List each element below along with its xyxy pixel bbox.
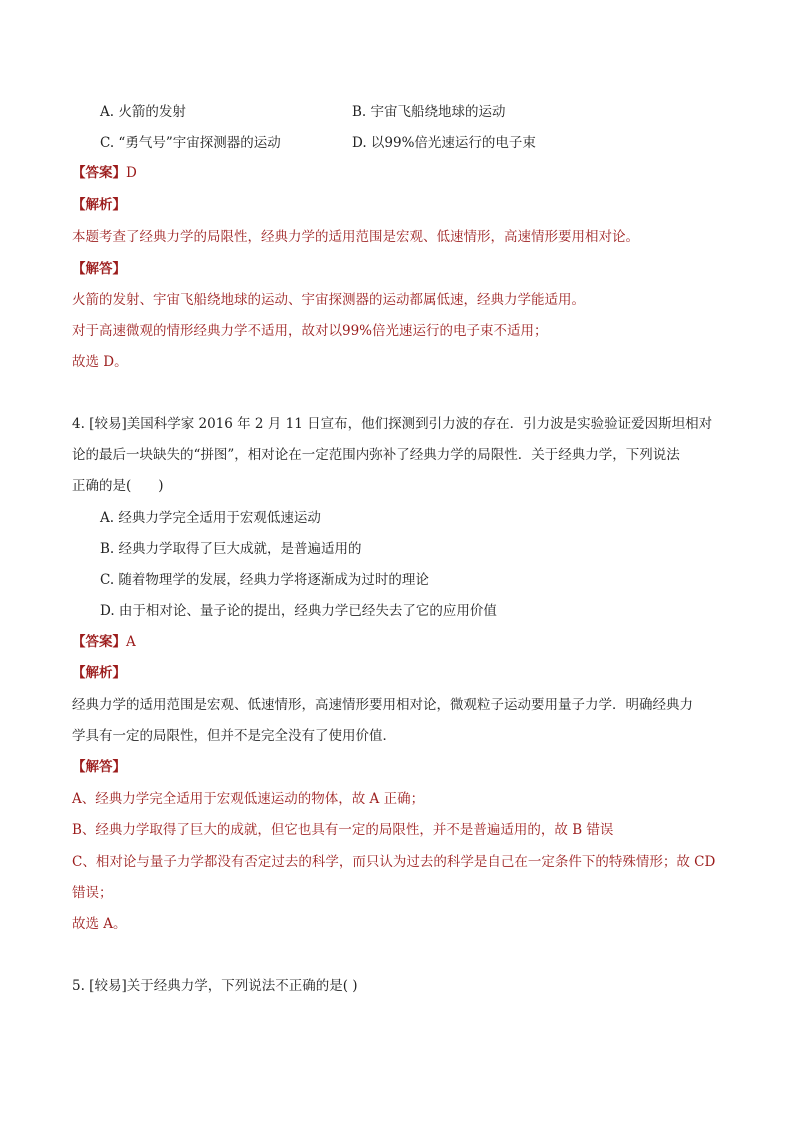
q3-answer-line	[72, 164, 137, 182]
q3-option-d: D. 以99%倍光速运行的电子束	[352, 135, 536, 151]
q4-stem-line: 4. [较易]美国科学家 2016 年 2 月 11 日宣布，他们探测到引力波的存在．引力波是实验验证爱因斯坦相对	[72, 416, 713, 432]
q4-solution-tag: 【解答】	[72, 759, 126, 775]
q3-solution-line: 火箭的发射、宇宙飞船绕地球的运动、宇宙探测器的运动都属低速，经典力学能适用。	[72, 292, 585, 308]
q5-stem: 5. [较易]关于经典力学，下列说法不正确的是( )	[72, 978, 358, 994]
q4-solution-line: C、相对论与量子力学都没有否定过去的科学，而只认为过去的科学是自己在一定条件下的特殊情形；故 CD	[72, 854, 716, 870]
q3-analysis-tag: 【解析】	[72, 197, 126, 213]
q3-solution-line: 对于高速微观的情形经典力学不适用，故对以99%倍光速运行的电子束不适用；	[72, 323, 548, 339]
q4-solution-line: A、经典力学完全适用于宏观低速运动的物体，故 A 正确；	[72, 791, 425, 807]
q4-solution-line: B、经典力学取得了巨大的成就，但它也具有一定的局限性，并不是普遍适用的，故 B 错误	[72, 822, 614, 838]
q4-answer-tag: 【答案】	[72, 634, 126, 650]
q4-solution-line: 故选 A。	[72, 916, 127, 932]
q3-analysis-text: 本题考查了经典力学的局限性，经典力学的适用范围是宏观、低速情形，高速情形要用相对论。	[72, 229, 639, 245]
q3-answer-value: D	[126, 165, 137, 181]
q4-option-d: D. 由于相对论、量子论的提出，经典力学已经失去了它的应用价值	[100, 603, 497, 619]
q4-answer-line	[72, 633, 136, 651]
q3-solution-tag: 【解答】	[72, 261, 126, 277]
q4-stem-line: 论的最后一块缺失的“拼图”，相对论在一定范围内弥补了经典力学的局限性．关于经典力学，下列说法	[72, 447, 680, 463]
q4-option-b: B. 经典力学取得了巨大成就，是普遍适用的	[100, 541, 362, 557]
q3-option-c: C. “勇气号”宇宙探测器的运动	[100, 135, 281, 151]
q3-option-b: B. 宇宙飞船绕地球的运动	[352, 104, 506, 120]
q4-option-c: C. 随着物理学的发展，经典力学将逐渐成为过时的理论	[100, 572, 429, 588]
q4-analysis-line: 经典力学的适用范围是宏观、低速情形，高速情形要用相对论，微观粒子运动要用量子力学．明确经典力	[72, 697, 693, 713]
q4-analysis-line: 学具有一定的局限性，但并不是完全没有了使用价值．	[72, 728, 396, 744]
q4-analysis-tag: 【解析】	[72, 665, 126, 681]
q4-stem-line: 正确的是( )	[72, 478, 164, 494]
q3-solution-line: 故选 D。	[72, 354, 128, 370]
q4-answer-value: A	[126, 634, 136, 650]
q3-answer-tag: 【答案】	[72, 165, 126, 181]
q3-option-a: A. 火箭的发射	[100, 104, 186, 120]
q4-option-a: A. 经典力学完全适用于宏观低速运动	[100, 510, 321, 526]
q4-solution-line: 错误；	[72, 885, 113, 901]
